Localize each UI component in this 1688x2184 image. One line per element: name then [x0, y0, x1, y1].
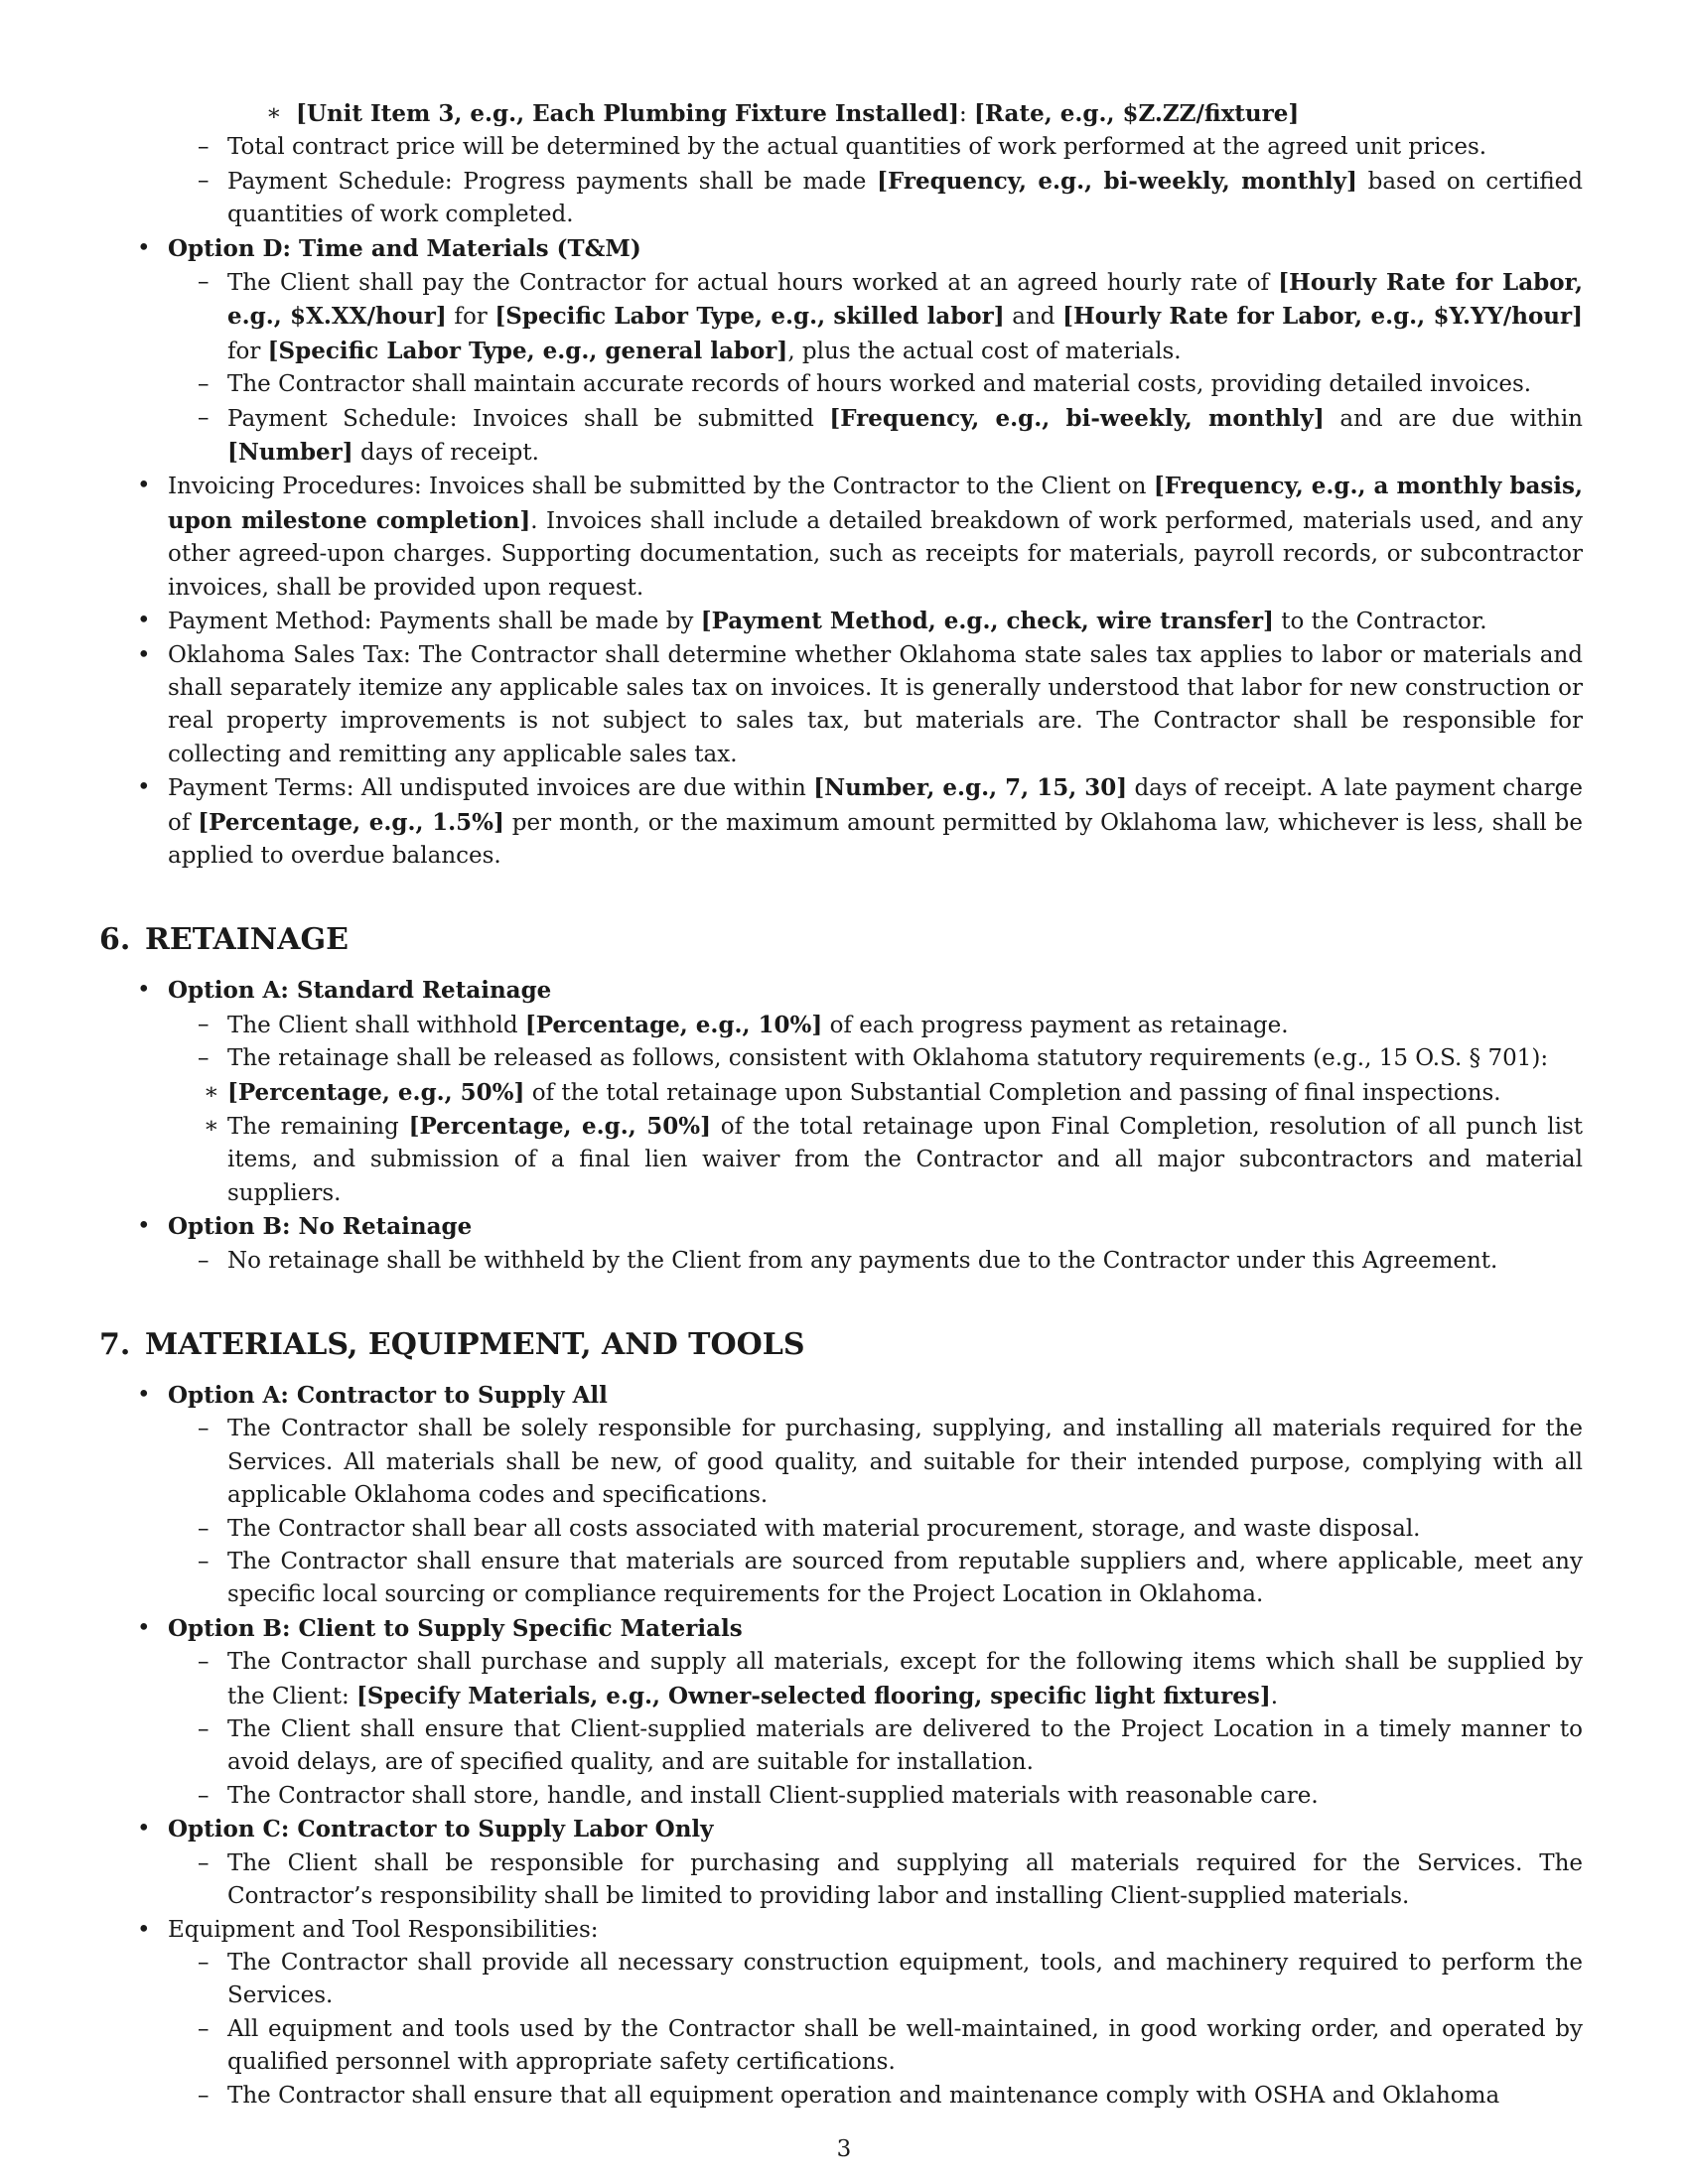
dash-marker: –: [198, 167, 210, 194]
text: Oklahoma Sales Tax: The Contractor shall determine whether Oklahoma state sales tax applies to labor or materials and shall separately itemize any applicable sales tax on invoices. It is generally understood that labor for new construction or real property improvements is not subject to sales tax, but materials are. The Contractor shall be responsible for collecting and remitting any applicable sales tax.: [168, 641, 1583, 767]
bullet-marker: •: [137, 234, 151, 261]
text: and are due within: [1324, 405, 1583, 432]
sales-tax: [99, 639, 1583, 772]
option-a: [99, 1379, 1583, 1612]
option-title: Option C: Contractor to Supply Labor Only: [168, 1816, 714, 1843]
sublist: [99, 131, 1583, 231]
text: The Client shall ensure that Client-supplied materials are delivered to the Project Location in a timely manner to avoid delays, are of specified quality, and are suitable for installation.: [227, 1716, 1583, 1776]
list-item: [168, 2080, 1583, 2113]
text: Payment Schedule: Invoices shall be submitted: [227, 405, 830, 432]
list-item: [168, 1646, 1583, 1713]
sublist: [168, 266, 1583, 470]
dash-marker: –: [198, 134, 210, 161]
text: .: [1270, 1683, 1279, 1709]
section-number: 6.: [99, 922, 131, 958]
dash-marker: –: [198, 1515, 210, 1542]
subsublist: [174, 1076, 1583, 1211]
sublist: [168, 1245, 1583, 1278]
dash-marker: –: [198, 1416, 210, 1442]
option-title: Option B: No Retainage: [168, 1213, 473, 1241]
placeholder-field: [Frequency, e.g., bi-weekly, monthly]: [877, 167, 1357, 195]
dash-marker: –: [198, 371, 210, 398]
section-title: RETAINAGE: [145, 922, 349, 958]
text: The remaining: [227, 1113, 409, 1140]
text: The Contractor shall ensure that materials are sourced from reputable suppliers and, where applicable, meet any specific local sourcing or compliance requirements for the Project Location in Oklahoma.: [227, 1549, 1583, 1608]
sublist: [168, 1009, 1583, 1210]
text: The Contractor shall be solely responsible for purchasing, supplying, and installing all materials required for the Services. All materials shall be new, of good quality, and suitable for their intended purpose, complying with all applicable Oklahoma codes and specifications.: [227, 1416, 1583, 1509]
list-item: [168, 1780, 1583, 1813]
materials-list: [99, 1379, 1583, 2113]
option-b: [99, 1210, 1583, 1278]
text: days of receipt.: [352, 440, 539, 467]
text: based on certified quantities of work completed.: [227, 168, 1584, 228]
list-item: [99, 97, 1583, 131]
placeholder-field: [Hourly Rate for Labor, e.g., $X.XX/hour]: [227, 269, 1583, 331]
text: Invoicing Procedures: Invoices shall be submitted by the Contractor to the Client on: [168, 474, 1154, 500]
list-item: [168, 1947, 1583, 2013]
option-b: [99, 1612, 1583, 1813]
bullet-marker: •: [137, 1382, 151, 1408]
placeholder-field: [Specific Labor Type, e.g., general labor]: [267, 337, 788, 364]
text: The Contractor shall purchase and supply all materials, except for the following items which shall be supplied by the Client:: [227, 1649, 1583, 1709]
placeholder-field: [Percentage, e.g., 50%]: [227, 1078, 525, 1106]
list-item: [168, 131, 1583, 164]
text: No retainage shall be withheld by the Client from any payments due to the Contractor under this Agreement.: [227, 1247, 1498, 1274]
dash-marker: –: [198, 1011, 210, 1037]
text: for: [446, 304, 495, 331]
placeholder-field: [Frequency, e.g., a monthly basis, upon milestone completion]: [168, 473, 1583, 534]
text: of each progress payment as retainage.: [822, 1012, 1289, 1038]
bullet-marker: •: [137, 641, 151, 668]
placeholder-field: [Specific Labor Type, e.g., skilled labor]: [494, 303, 1005, 331]
text: All equipment and tools used by the Contractor shall be well-maintained, in good working order, and operated by qualified personnel with appropriate safety certifications.: [227, 2015, 1583, 2076]
dash-marker: –: [198, 1782, 210, 1809]
text: The Client shall be responsible for purchasing and supplying all materials required for the Services. The Contractor’s responsibility shall be limited to providing labor and installing Client-supplied materials.: [227, 1849, 1583, 1910]
text: Equipment and Tool Responsibilities:: [168, 1916, 599, 1943]
text: to the Contractor.: [1273, 609, 1487, 635]
dash-marker: –: [198, 1549, 210, 1575]
bullet-marker: •: [137, 608, 151, 634]
option-d: [99, 232, 1583, 471]
list-item: [168, 2013, 1583, 2080]
bullet-marker: •: [137, 473, 151, 499]
text: . Invoices shall include a detailed breakdown of work performed, materials used, and any other agreed-upon charges. Supporting documentation, such as receipts for materials, payroll records, or subcontractor invoices, shall be provided upon request.: [168, 507, 1583, 601]
list-item: [174, 1110, 1583, 1210]
placeholder-field: [Number]: [227, 439, 353, 467]
option-title: Option A: Standard Retainage: [168, 977, 552, 1005]
text: days of receipt. A late payment charge of: [168, 775, 1583, 836]
list-item: [168, 1513, 1583, 1546]
placeholder-field: [Specify Materials, e.g., Owner-selected flooring, specific light fixtures]: [356, 1682, 1271, 1709]
text: :: [958, 101, 975, 127]
text: of the total retainage upon Final Completion, resolution of all punch list items, and submission of a final lien waiver from the Contractor and all major subcontractors and material suppliers.: [227, 1113, 1583, 1206]
placeholder-field: [Percentage, e.g., 50%]: [408, 1112, 711, 1140]
list-item: [168, 1042, 1583, 1210]
dash-marker: –: [198, 1716, 210, 1743]
placeholder-field: [Unit Item 3, e.g., Each Plumbing Fixture Installed]: [296, 100, 959, 127]
dash-marker: –: [198, 1949, 210, 1976]
retainage-list: [99, 974, 1583, 1278]
text: of the total retainage upon Substantial Completion and passing of final inspections.: [524, 1079, 1501, 1106]
bullet-marker: •: [137, 1816, 151, 1843]
sublist: [168, 1413, 1583, 1611]
bullet-marker: •: [137, 977, 151, 1004]
sublist: [168, 1947, 1583, 2113]
dash-marker: –: [198, 2082, 210, 2109]
text: The Contractor shall maintain accurate records of hours worked and material costs, providing detailed invoices.: [227, 371, 1532, 398]
dash-marker: –: [198, 1649, 210, 1676]
star-marker: ∗: [204, 1112, 219, 1139]
section-number: 7.: [99, 1327, 131, 1362]
text: The retainage shall be released as follows, consistent with Oklahoma statutory requirements (e.g., 15 O.S. § 701):: [227, 1045, 1549, 1072]
payment-list: [99, 232, 1583, 874]
text: per month, or the maximum amount permitted by Oklahoma law, whichever is less, shall be applied to overdue balances.: [168, 809, 1584, 869]
option-title: Option A: Contractor to Supply All: [168, 1382, 608, 1409]
placeholder-field: [Percentage, e.g., 10%]: [524, 1011, 823, 1038]
text: The Client shall pay the Contractor for actual hours worked at an agreed hourly rate of: [227, 270, 1279, 297]
list-item: [168, 266, 1583, 368]
bullet-marker: •: [137, 1213, 151, 1240]
list-item: [168, 368, 1583, 401]
dash-marker: –: [198, 1849, 210, 1876]
placeholder-field: [Percentage, e.g., 1.5%]: [198, 808, 504, 836]
text: Payment Terms: All undisputed invoices are due within: [168, 775, 814, 802]
placeholder-field: [Hourly Rate for Labor, e.g., $Y.YY/hour]: [1062, 303, 1584, 331]
text: , plus the actual cost of materials.: [787, 338, 1182, 364]
option-title: Option D: Time and Materials (T&M): [168, 234, 641, 262]
bullet-marker: •: [137, 1614, 151, 1641]
text: The Contractor shall store, handle, and install Client-supplied materials with reasonable care.: [227, 1782, 1319, 1809]
bullet-marker: •: [137, 774, 151, 801]
option-a: [99, 974, 1583, 1210]
text: Payment Schedule: Progress payments shall be made: [227, 168, 878, 195]
payment-terms: [99, 771, 1583, 873]
sublist: [168, 1646, 1583, 1813]
list-item: [168, 1245, 1583, 1278]
list-item: [168, 1413, 1583, 1512]
text: and: [1004, 304, 1063, 331]
text: The Contractor shall bear all costs associated with material procurement, storage, and waste disposal.: [227, 1515, 1421, 1542]
bullet-marker: ∗: [266, 100, 282, 126]
text: Total contract price will be determined by the actual quantities of work performed at the agreed unit prices.: [227, 134, 1487, 161]
dash-marker: –: [198, 1045, 210, 1072]
text: The Client shall withhold: [227, 1012, 525, 1038]
option-title: Option B: Client to Supply Specific Materials: [168, 1614, 743, 1642]
text: for: [227, 338, 268, 364]
dash-marker: –: [198, 404, 210, 431]
equipment-tools: [99, 1914, 1583, 2113]
star-marker: ∗: [204, 1078, 219, 1105]
placeholder-field: [Payment Method, e.g., check, wire transfer]: [700, 608, 1274, 635]
section-heading-materials: [99, 1325, 1583, 1365]
dash-marker: –: [198, 1247, 210, 1274]
sublist: [168, 1847, 1583, 1914]
placeholder-field: [Number, e.g., 7, 15, 30]: [813, 774, 1128, 802]
placeholder-field: [Frequency, e.g., bi-weekly, monthly]: [829, 404, 1325, 432]
list-item: [168, 402, 1583, 471]
text: The Contractor shall ensure that all equipment operation and maintenance comply with OSHA and Oklahoma: [227, 2082, 1500, 2109]
invoicing-procedures: [99, 470, 1583, 605]
list-item: [168, 1713, 1583, 1780]
list-item: [168, 1009, 1583, 1042]
list-item: [168, 1546, 1583, 1612]
list-item: [168, 1847, 1583, 1914]
page-number: 3: [836, 2135, 852, 2162]
list-item: [168, 165, 1583, 232]
dash-marker: –: [198, 2015, 210, 2042]
section-heading-retainage: [99, 920, 1583, 960]
text: The Contractor shall provide all necessary construction equipment, tools, and machinery required to perform the Services.: [227, 1949, 1583, 2009]
payment-method: [99, 605, 1583, 638]
dash-marker: –: [198, 269, 210, 296]
option-c: [99, 1813, 1583, 1913]
bullet-marker: •: [137, 1916, 151, 1943]
section-title: MATERIALS, EQUIPMENT, AND TOOLS: [145, 1327, 805, 1362]
placeholder-field: [Rate, e.g., $Z.ZZ/fixture]: [974, 100, 1300, 127]
list-item: [174, 1076, 1583, 1110]
text: Payment Method: Payments shall be made by: [168, 609, 701, 635]
